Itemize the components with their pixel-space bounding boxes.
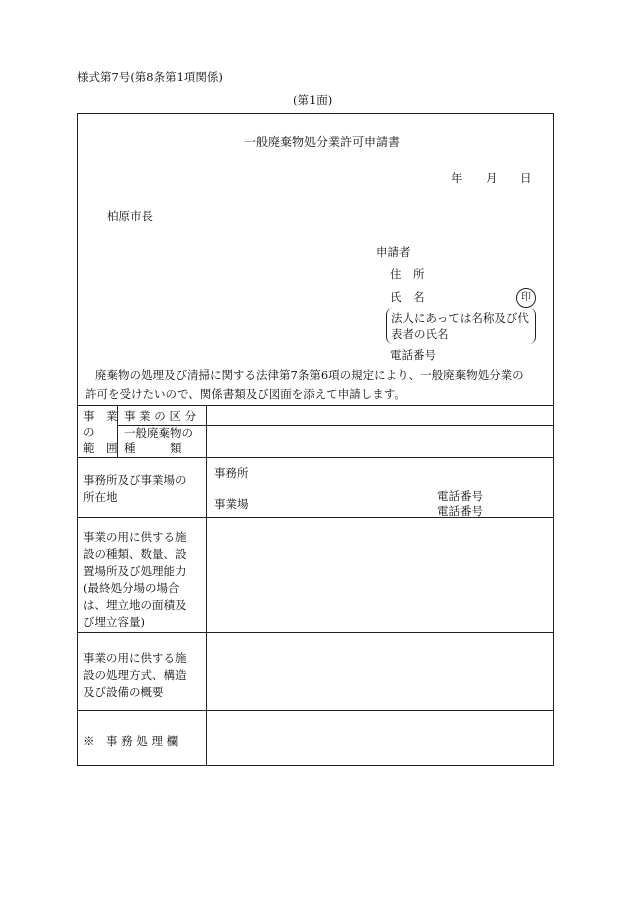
facilities-label-3: 置場所及び処理能力 [83,564,187,578]
form-reference: 様式第7号(第8条第1項関係) [77,70,223,84]
facilities-label-2: 設の種類、数量、設 [83,547,187,561]
phone-label: 電話番号 [390,348,436,362]
page-label: (第1面) [293,93,333,107]
seal-mark: 印 [516,288,536,308]
form-title: 一般廃棄物処分業許可申請書 [244,135,401,149]
row-rule-1 [77,457,554,458]
row-rule-3 [77,632,554,633]
scope-label-3: 範 囲 [83,441,118,455]
date-day-label: 日 [520,171,532,185]
table-top-rule [77,405,554,406]
facilities-label-6: び埋立容量) [83,615,145,629]
date-month-label: 月 [486,171,498,185]
facilities-label-1: 事業の用に供する施 [83,530,187,544]
row-rule-4 [77,710,554,711]
applicant-heading: 申請者 [376,245,411,259]
method-label-3: 及び設備の概要 [83,685,164,699]
waste-type-label-2: 種 類 [124,441,182,455]
location-label-1: 事務所及び事業場の [83,473,187,487]
facilities-label-5: は、埋立地の面積及 [83,598,187,612]
corporate-note-line1: 法人にあっては名称及び代 [391,311,529,325]
office-use-label: ※ 事 務 処 理 欄 [83,734,179,748]
name-label: 氏 名 [390,290,425,304]
facilities-label-4: (最終処分場の場合 [83,581,180,595]
location-label-2: 所在地 [83,490,118,504]
method-label-1: 事業の用に供する施 [83,651,187,665]
scope-label-1: 事 業 [83,409,118,423]
site-label: 事業場 [214,497,249,511]
label-column-divider [206,405,207,766]
body-text-line1: 廃棄物の処理及び清掃に関する法律第7条第6項の規定により、一般廃棄物処分業の [95,368,524,382]
corporate-note-line2: 表者の氏名 [391,327,449,341]
office-label: 事務所 [214,466,249,480]
waste-type-label-1: 一般廃棄物の [124,426,193,440]
body-text-line2: 許可を受けたいので、関係書類及び図面を添えて申請します。 [85,387,406,401]
address-label: 住 所 [390,267,425,281]
method-label-2: 設の処理方式、構造 [83,668,187,682]
office-phone-label: 電話番号 [437,489,483,503]
business-division-label: 事 業 の 区 分 [124,409,197,423]
site-phone-label: 電話番号 [437,504,483,518]
date-year-label: 年 [451,171,463,185]
addressee: 柏原市長 [107,209,153,223]
scope-label-2: の [83,425,95,439]
